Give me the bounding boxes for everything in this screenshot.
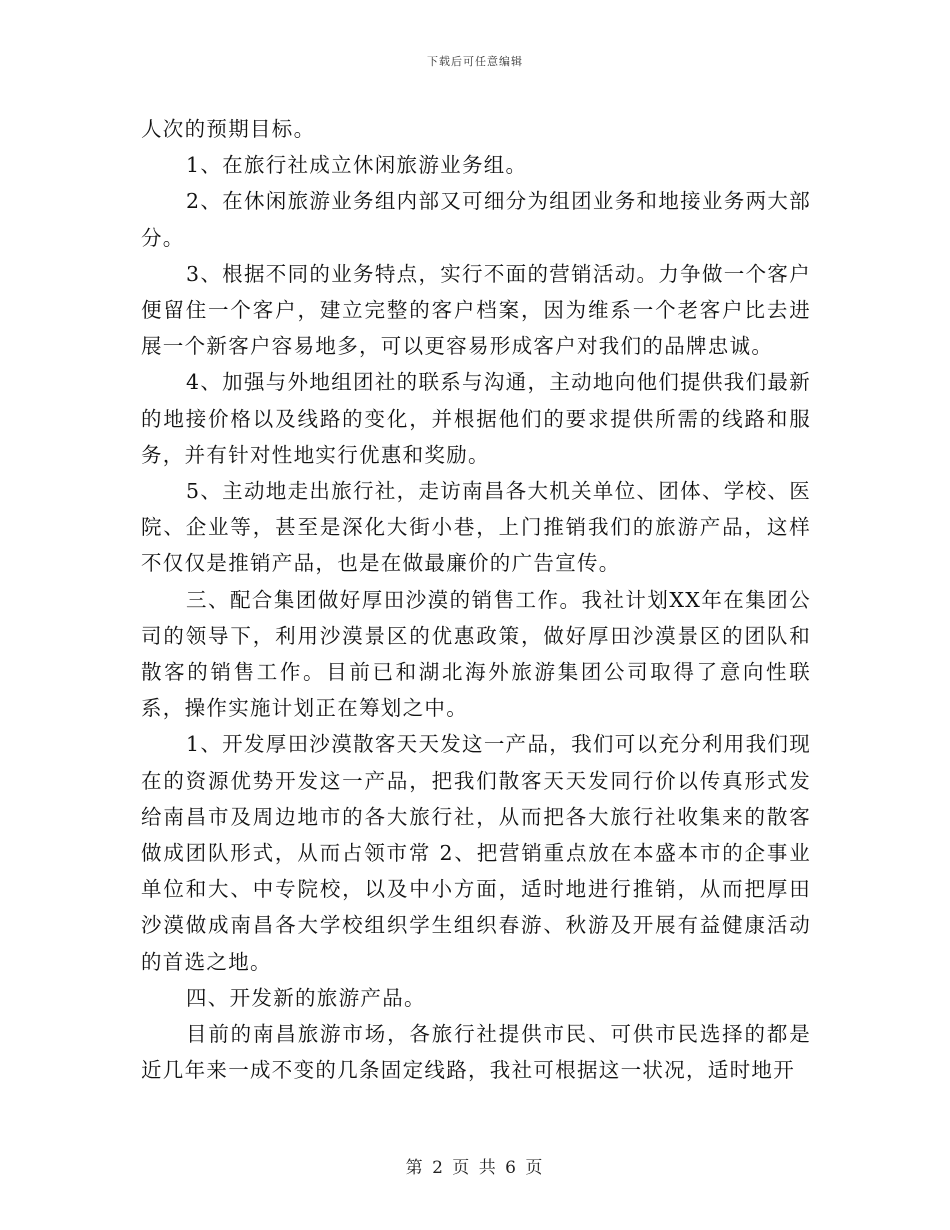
paragraph-10: 目前的南昌旅游市场，各旅行社提供市民、可供市民选择的都是近几年来一成不变的几条固定线路，我社可根据这一状况，适时地开 [141, 1022, 811, 1083]
paragraph-3: 2、在休闲旅游业务组内部又可细分为组团业务和地接业务两大部分。 [141, 189, 811, 250]
paragraph-8: 1、开发厚田沙漠散客天天发这一产品，我们可以充分利用我们现在的资源优势开发这一产品，把我们散客天天发同行价以传真形式发给南昌市及周边地市的各大旅行社，从而把各大旅行社收集来的散客做成团队形式，从而占领市常 2、把营销重点放在本盛本市的企事业单位和大、中专院校，以及中小方面，适时地进行推销，从而把厚田沙漠做成南昌各大学校组织学生组织春游、秋游及开展有益健康活动的首选之地。 [141, 732, 811, 974]
paragraph-1: 人次的预期目标。 [141, 117, 316, 141]
paragraph-2: 1、在旅行社成立休闲旅游业务组。 [186, 153, 528, 178]
paragraph-4: 3、根据不同的业务特点，实行不面的营销活动。力争做一个客户便留住一个客户，建立完整的客户档案，因为维系一个老客户比去进展一个新客户容易地多，可以更容易形成客户对我们的品牌忠诚。 [141, 261, 811, 359]
paragraph-5: 4、加强与外地组团社的联系与沟通，主动地向他们提供我们最新的地接价格以及线路的变化，并根据他们的要求提供所需的线路和服务，并有针对性地实行优惠和奖励。 [141, 370, 811, 467]
paragraph-6: 5、主动地走出旅行社，走访南昌各大机关单位、团体、学校、医院、企业等，甚至是深化大街小巷，上门推销我们的旅游产品，这样不仅仅是推销产品，也是在做最廉价的广告宣传。 [141, 479, 811, 576]
page-number-footer: 第 2 页 共 6 页 [405, 1158, 545, 1178]
document-body [141, 111, 811, 1088]
paragraph-7: 三、配合集团做好厚田沙漠的销售工作。我社计划XX年在集团公司的领导下，利用沙漠景区的优惠政策，做好厚田沙漠景区的团队和散客的销售工作。目前已和湖北海外旅游集团公司取得了意向性联系，操作实施计划正在筹划之中。 [141, 587, 811, 721]
paragraph-9: 四、开发新的旅游产品。 [186, 985, 426, 1010]
page-header: 下载后可任意编辑 [427, 55, 523, 68]
